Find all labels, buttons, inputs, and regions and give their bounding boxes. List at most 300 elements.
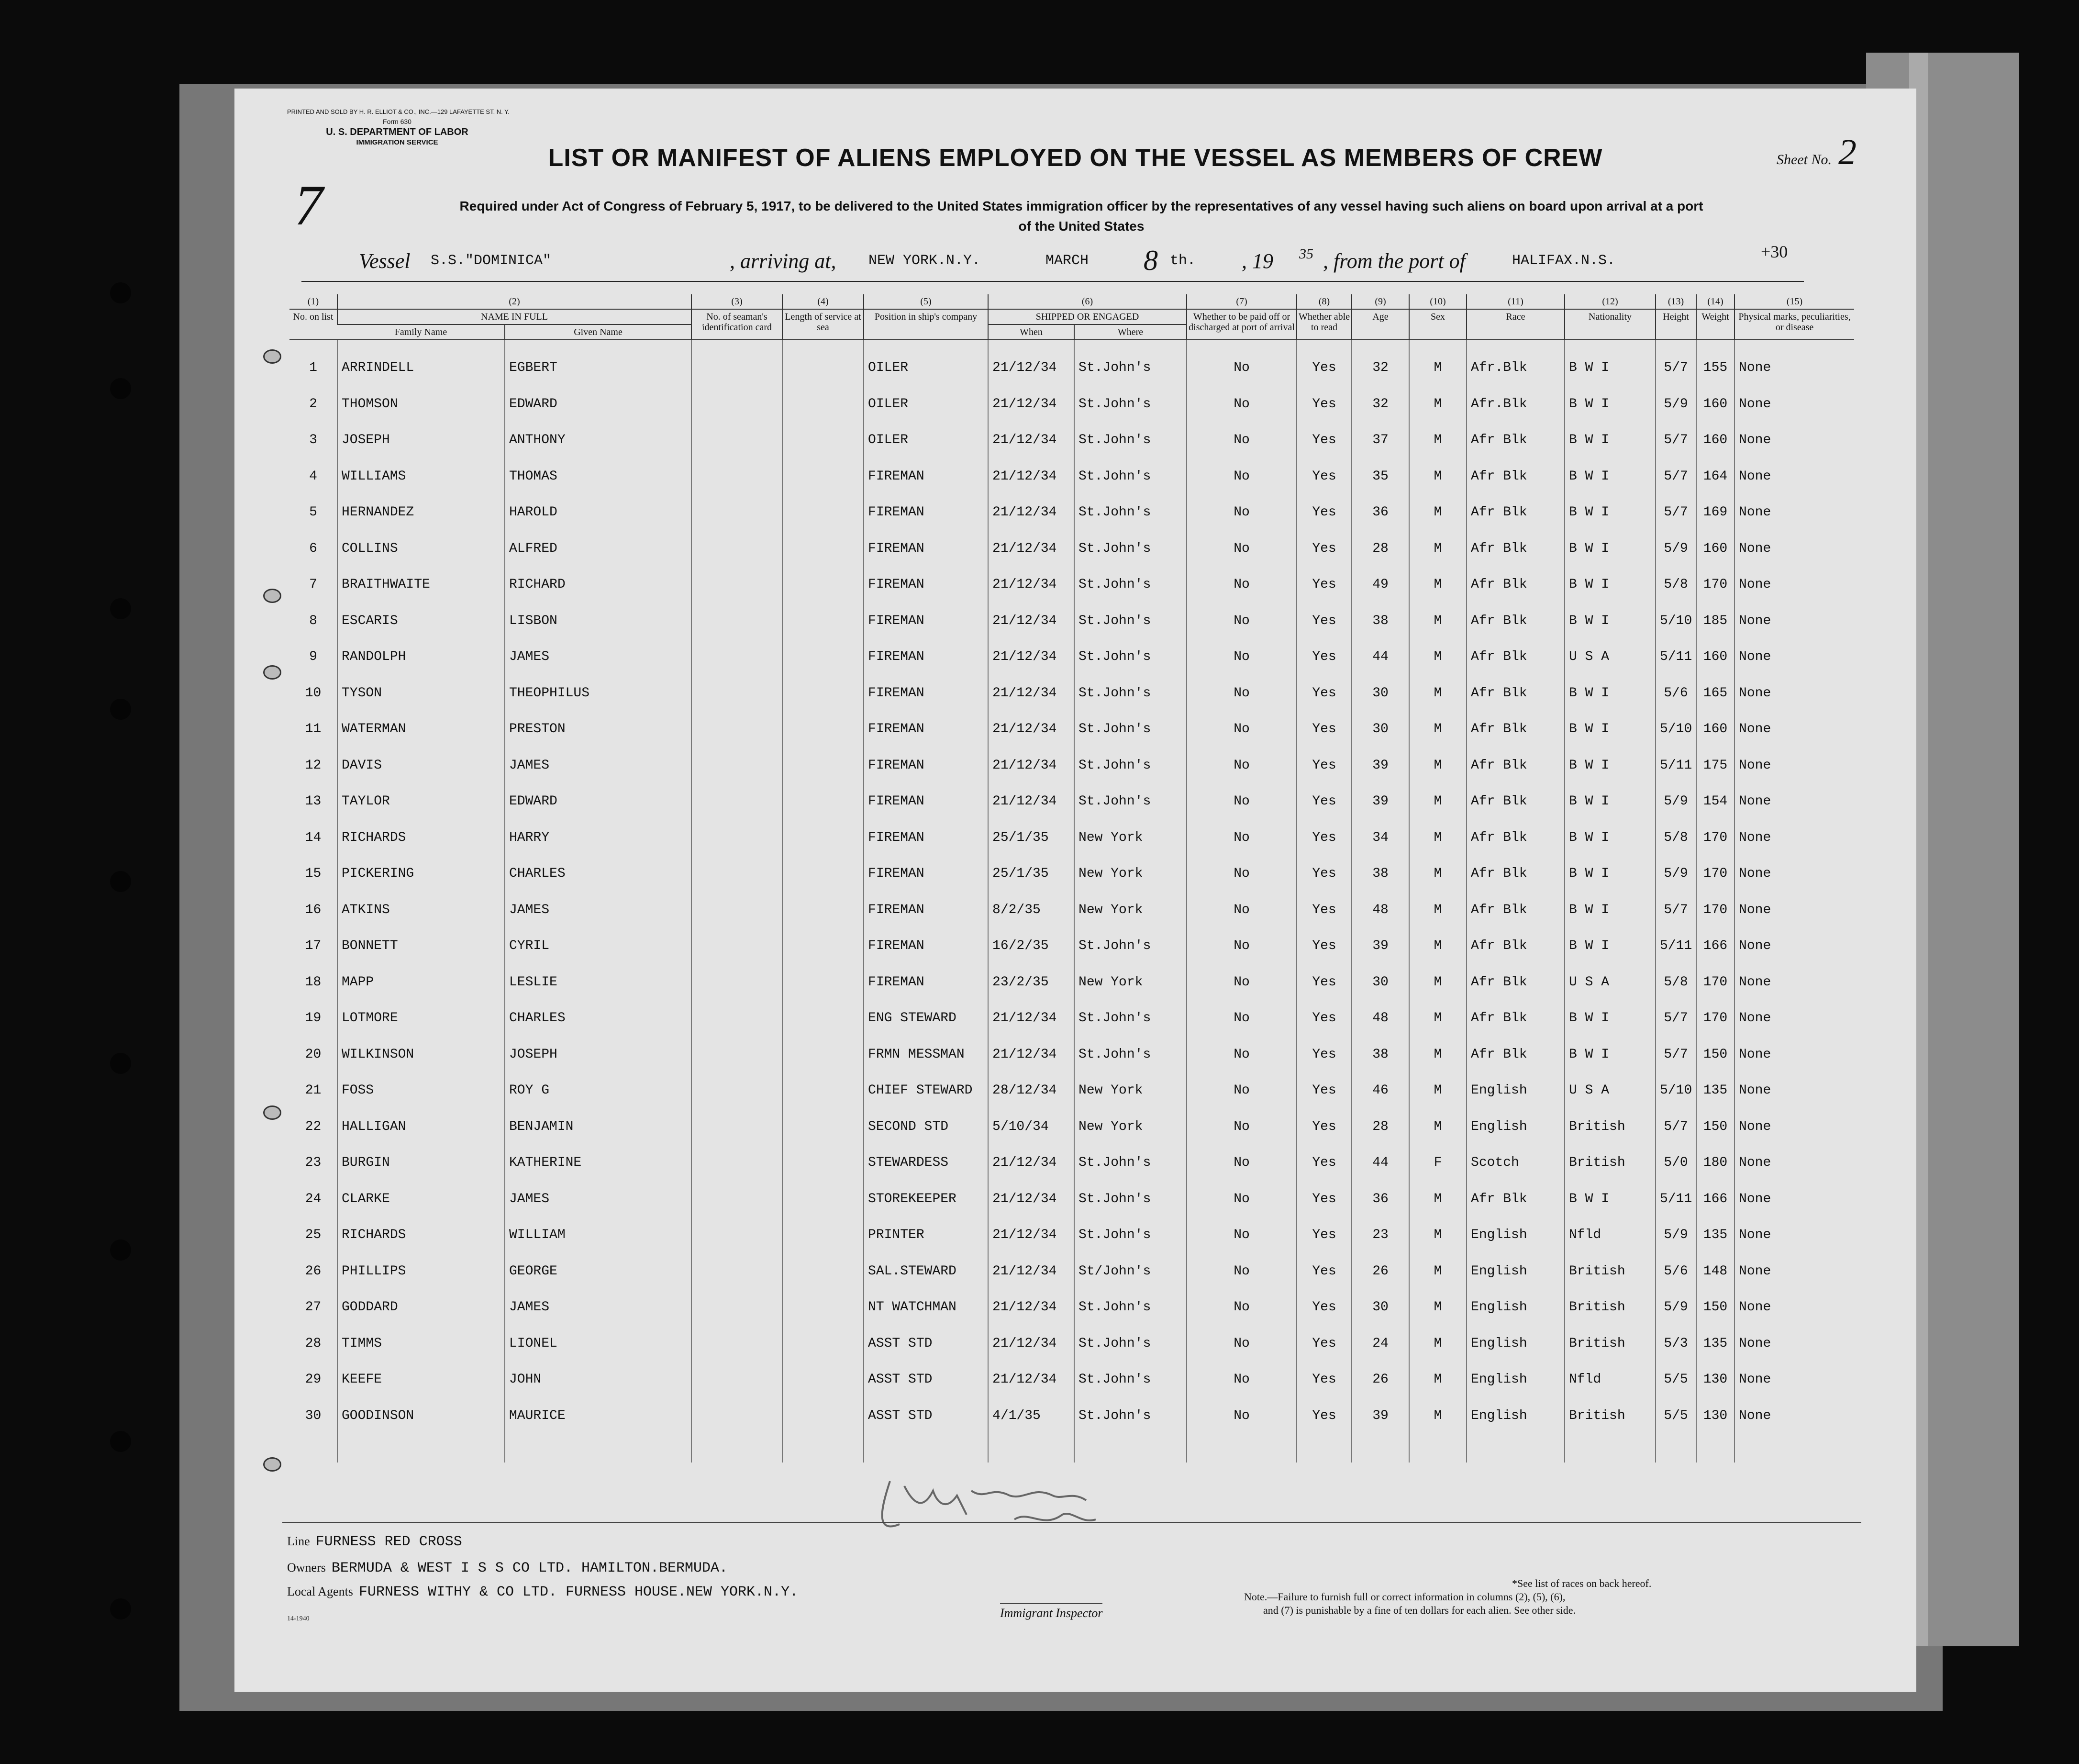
cell-height: 5/7 xyxy=(1656,892,1696,928)
cell-sex: M xyxy=(1409,1109,1467,1145)
cell-empty xyxy=(782,1217,864,1253)
cell-empty xyxy=(691,964,782,1001)
cell-nationality: British xyxy=(1565,1145,1656,1181)
cell-no: 6 xyxy=(309,541,317,556)
header-family-name: Family Name xyxy=(337,324,505,340)
cell-where: New York xyxy=(1074,964,1187,1001)
cell-height: 5/3 xyxy=(1656,1326,1696,1362)
table-row xyxy=(289,820,1854,856)
cell-family: CLARKE xyxy=(337,1181,505,1217)
cell-empty xyxy=(691,1072,782,1109)
table-row xyxy=(289,1362,1854,1398)
cell-paid: No xyxy=(1187,1398,1297,1434)
cell-position: OILER xyxy=(864,340,988,386)
cell-empty xyxy=(782,422,864,458)
punch-hole xyxy=(110,871,131,892)
reinforcement-ring xyxy=(263,665,281,680)
cell-weight: 160 xyxy=(1696,386,1734,423)
cell-family: ARRINDELL xyxy=(337,340,505,386)
table-row xyxy=(289,748,1854,784)
cell-empty xyxy=(782,386,864,423)
cell-race: Afr Blk xyxy=(1467,639,1565,675)
reinforcement-ring xyxy=(263,1105,281,1120)
cell-when: 21/12/34 xyxy=(988,1217,1074,1253)
cell-marks: None xyxy=(1734,892,1854,928)
cell-where: St.John's xyxy=(1074,711,1187,748)
agents-value: FURNESS WITHY & CO LTD. FURNESS HOUSE.NEW YORK.N.Y. xyxy=(358,1584,799,1600)
cell-position: ASST STD xyxy=(864,1326,988,1362)
cell-nationality: British xyxy=(1565,1398,1656,1434)
cell-empty xyxy=(1187,1434,1297,1463)
inspector-label: Immigrant Inspector xyxy=(1000,1603,1102,1620)
cell-empty xyxy=(691,422,782,458)
cell-weight: 170 xyxy=(1696,892,1734,928)
cell-marks: None xyxy=(1734,340,1854,386)
cell-empty xyxy=(691,675,782,712)
header-weight: Weight xyxy=(1696,309,1734,340)
line-value: FURNESS RED CROSS xyxy=(315,1534,462,1550)
cell-marks: None xyxy=(1734,675,1854,712)
cell-race: English xyxy=(1467,1326,1565,1362)
cell-nationality: British xyxy=(1565,1326,1656,1362)
cell-given: WILLIAM xyxy=(505,1217,691,1253)
cell-weight: 148 xyxy=(1696,1253,1734,1290)
table-row xyxy=(289,711,1854,748)
crew-table xyxy=(289,294,1854,1463)
cell-position: FIREMAN xyxy=(864,748,988,784)
cell-empty xyxy=(691,386,782,423)
reinforcement-ring xyxy=(263,349,281,364)
cell-empty xyxy=(691,1037,782,1073)
cell-age: 30 xyxy=(1352,964,1409,1001)
table-row xyxy=(289,1109,1854,1145)
cell-race: Afr Blk xyxy=(1467,458,1565,495)
cell-nationality: Nfld xyxy=(1565,1217,1656,1253)
cell-height: 5/9 xyxy=(1656,783,1696,820)
cell-race: Scotch xyxy=(1467,1145,1565,1181)
cell-family: TAYLOR xyxy=(337,783,505,820)
cell-position: FIREMAN xyxy=(864,711,988,748)
cell-height: 5/9 xyxy=(1656,856,1696,892)
cell-race: English xyxy=(1467,1289,1565,1326)
cell-read: Yes xyxy=(1297,783,1352,820)
cell-empty xyxy=(782,1289,864,1326)
cell-where: St.John's xyxy=(1074,1181,1187,1217)
cell-race: Afr Blk xyxy=(1467,1181,1565,1217)
cell-sex: M xyxy=(1409,1181,1467,1217)
cell-sex: M xyxy=(1409,603,1467,639)
cell-when: 21/12/34 xyxy=(988,567,1074,603)
cell-paid: No xyxy=(1187,340,1297,386)
table-row xyxy=(289,1326,1854,1362)
cell-empty xyxy=(691,892,782,928)
cell-marks: None xyxy=(1734,711,1854,748)
cell-marks: None xyxy=(1734,928,1854,964)
cell-marks: None xyxy=(1734,386,1854,423)
cell-age: 48 xyxy=(1352,892,1409,928)
cell-given: THEOPHILUS xyxy=(505,675,691,712)
cell-read: Yes xyxy=(1297,386,1352,423)
cell-paid: No xyxy=(1187,1326,1297,1362)
cell-read: Yes xyxy=(1297,856,1352,892)
cell-race: Afr Blk xyxy=(1467,748,1565,784)
cell-empty xyxy=(337,1434,505,1463)
header-no-on-list: No. on list xyxy=(289,309,337,340)
table-row xyxy=(289,892,1854,928)
cell-height: 5/0 xyxy=(1656,1145,1696,1181)
printer-imprint: PRINTED AND SOLD BY H. R. ELLIOT & CO., INC.—129 LAFAYETTE ST. N. Y. xyxy=(287,108,510,115)
cell-when: 21/12/34 xyxy=(988,1326,1074,1362)
table-row xyxy=(289,1217,1854,1253)
cell-weight: 169 xyxy=(1696,494,1734,531)
cell-race: Afr Blk xyxy=(1467,856,1565,892)
cell-where: St.John's xyxy=(1074,603,1187,639)
cell-sex: M xyxy=(1409,639,1467,675)
cell-race: English xyxy=(1467,1398,1565,1434)
cell-given: JAMES xyxy=(505,639,691,675)
vessel-underline xyxy=(301,281,1804,282)
cell-empty xyxy=(864,1434,988,1463)
cell-race: Afr Blk xyxy=(1467,820,1565,856)
table-row xyxy=(289,964,1854,1001)
cell-empty xyxy=(289,1434,337,1463)
cell-when: 25/1/35 xyxy=(988,820,1074,856)
column-headers-row xyxy=(289,309,1854,324)
cell-paid: No xyxy=(1187,1289,1297,1326)
cell-weight: 170 xyxy=(1696,820,1734,856)
cell-paid: No xyxy=(1187,639,1297,675)
cell-where: St.John's xyxy=(1074,1326,1187,1362)
cell-empty xyxy=(691,856,782,892)
table-row xyxy=(289,422,1854,458)
cell-where: New York xyxy=(1074,1072,1187,1109)
cell-position: SAL.STEWARD xyxy=(864,1253,988,1290)
cell-sex: M xyxy=(1409,1000,1467,1037)
cell-nationality: B W I xyxy=(1565,820,1656,856)
cell-position: FIREMAN xyxy=(864,783,988,820)
cell-race: Afr Blk xyxy=(1467,892,1565,928)
cell-where: New York xyxy=(1074,892,1187,928)
table-row xyxy=(289,675,1854,712)
cell-empty xyxy=(782,1398,864,1434)
owners-row: Owners BERMUDA & WEST I S S CO LTD. HAMILTON.BERMUDA. xyxy=(287,1560,728,1576)
cell-empty xyxy=(1467,1434,1565,1463)
punch-hole xyxy=(110,1431,131,1452)
cell-nationality: B W I xyxy=(1565,675,1656,712)
cell-nationality: B W I xyxy=(1565,494,1656,531)
cell-no: 1 xyxy=(309,360,317,376)
cell-when: 21/12/34 xyxy=(988,458,1074,495)
cell-read: Yes xyxy=(1297,1037,1352,1073)
cell-empty xyxy=(691,340,782,386)
cell-paid: No xyxy=(1187,675,1297,712)
cell-height: 5/6 xyxy=(1656,1253,1696,1290)
cell-height: 5/7 xyxy=(1656,1109,1696,1145)
cell-given: RICHARD xyxy=(505,567,691,603)
cell-nationality: B W I xyxy=(1565,1000,1656,1037)
cell-no: 3 xyxy=(309,433,317,448)
cell-given: LISBON xyxy=(505,603,691,639)
cell-empty xyxy=(782,964,864,1001)
cell-weight: 185 xyxy=(1696,603,1734,639)
cell-height: 5/11 xyxy=(1656,1181,1696,1217)
cell-given: BENJAMIN xyxy=(505,1109,691,1145)
cell-height: 5/10 xyxy=(1656,1072,1696,1109)
header-name-in-full: NAME IN FULL xyxy=(337,309,691,324)
cell-nationality: U S A xyxy=(1565,1072,1656,1109)
cell-family: WILKINSON xyxy=(337,1037,505,1073)
cell-race: Afr Blk xyxy=(1467,711,1565,748)
cell-age: 48 xyxy=(1352,1000,1409,1037)
blank-row xyxy=(289,1434,1854,1463)
arrival-port: NEW YORK.N.Y. xyxy=(868,253,981,269)
cell-age: 32 xyxy=(1352,340,1409,386)
cell-paid: No xyxy=(1187,1145,1297,1181)
cell-height: 5/8 xyxy=(1656,964,1696,1001)
cell-no: 14 xyxy=(305,830,322,845)
cell-no: 2 xyxy=(309,396,317,412)
cell-height: 5/7 xyxy=(1656,458,1696,495)
cell-empty xyxy=(691,567,782,603)
cell-marks: None xyxy=(1734,1362,1854,1398)
cell-empty xyxy=(691,1109,782,1145)
cell-family: ATKINS xyxy=(337,892,505,928)
cell-given: EDWARD xyxy=(505,783,691,820)
cell-paid: No xyxy=(1187,1037,1297,1073)
cell-position: STOREKEEPER xyxy=(864,1181,988,1217)
cell-position: FRMN MESSMAN xyxy=(864,1037,988,1073)
cell-age: 39 xyxy=(1352,1398,1409,1434)
cell-empty xyxy=(1565,1434,1656,1463)
cell-height: 5/8 xyxy=(1656,567,1696,603)
cell-age: 30 xyxy=(1352,1289,1409,1326)
cell-age: 46 xyxy=(1352,1072,1409,1109)
cell-race: Afr Blk xyxy=(1467,567,1565,603)
table-row xyxy=(289,783,1854,820)
cell-sex: M xyxy=(1409,892,1467,928)
cell-empty xyxy=(691,1398,782,1434)
cell-when: 21/12/34 xyxy=(988,1000,1074,1037)
cell-position: FIREMAN xyxy=(864,458,988,495)
cell-age: 38 xyxy=(1352,1037,1409,1073)
cell-given: JAMES xyxy=(505,1181,691,1217)
cell-when: 21/12/34 xyxy=(988,675,1074,712)
cell-no: 24 xyxy=(305,1191,322,1206)
cell-paid: No xyxy=(1187,1362,1297,1398)
cell-given: ALFRED xyxy=(505,531,691,567)
cell-empty xyxy=(782,892,864,928)
cell-empty xyxy=(691,639,782,675)
cell-weight: 150 xyxy=(1696,1037,1734,1073)
cell-nationality: U S A xyxy=(1565,639,1656,675)
cell-marks: None xyxy=(1734,1000,1854,1037)
cell-weight: 166 xyxy=(1696,1181,1734,1217)
cell-race: Afr Blk xyxy=(1467,422,1565,458)
cell-empty xyxy=(782,1000,864,1037)
sheet-number: Sheet No. 2 xyxy=(1777,132,1857,172)
cell-family: COLLINS xyxy=(337,531,505,567)
cell-no: 17 xyxy=(305,938,322,954)
cell-where: St/John's xyxy=(1074,1253,1187,1290)
cell-given: EDWARD xyxy=(505,386,691,423)
cell-position: FIREMAN xyxy=(864,639,988,675)
punch-hole xyxy=(110,598,131,619)
table-row xyxy=(289,1037,1854,1073)
cell-read: Yes xyxy=(1297,675,1352,712)
cell-family: MAPP xyxy=(337,964,505,1001)
cell-paid: No xyxy=(1187,386,1297,423)
cell-read: Yes xyxy=(1297,928,1352,964)
cell-sex: M xyxy=(1409,856,1467,892)
cell-paid: No xyxy=(1187,1000,1297,1037)
cell-position: SECOND STD xyxy=(864,1109,988,1145)
cell-given: THOMAS xyxy=(505,458,691,495)
cell-read: Yes xyxy=(1297,494,1352,531)
cell-nationality: B W I xyxy=(1565,458,1656,495)
cell-nationality: B W I xyxy=(1565,567,1656,603)
cell-age: 23 xyxy=(1352,1217,1409,1253)
agents-row: Local Agents FURNESS WITHY & CO LTD. FURNESS HOUSE.NEW YORK.N.Y. xyxy=(287,1584,799,1600)
department-header: Form 630 U. S. DEPARTMENT OF LABOR IMMIGRATION SERVICE xyxy=(326,118,468,146)
cell-age: 30 xyxy=(1352,711,1409,748)
table-row xyxy=(289,458,1854,495)
cell-height: 5/8 xyxy=(1656,820,1696,856)
cell-given: LESLIE xyxy=(505,964,691,1001)
cell-given: MAURICE xyxy=(505,1398,691,1434)
cell-no: 12 xyxy=(305,758,322,773)
cell-position: FIREMAN xyxy=(864,964,988,1001)
cell-weight: 170 xyxy=(1696,964,1734,1001)
cell-family: PICKERING xyxy=(337,856,505,892)
cell-when: 21/12/34 xyxy=(988,340,1074,386)
cell-paid: No xyxy=(1187,531,1297,567)
cell-no: 7 xyxy=(309,577,317,592)
cell-read: Yes xyxy=(1297,639,1352,675)
cell-read: Yes xyxy=(1297,1362,1352,1398)
cell-nationality: B W I xyxy=(1565,603,1656,639)
cell-paid: No xyxy=(1187,1217,1297,1253)
cell-empty xyxy=(782,783,864,820)
cell-position: FIREMAN xyxy=(864,494,988,531)
cell-empty xyxy=(691,1253,782,1290)
cell-where: New York xyxy=(1074,820,1187,856)
cell-family: TIMMS xyxy=(337,1326,505,1362)
cell-age: 35 xyxy=(1352,458,1409,495)
cell-nationality: Nfld xyxy=(1565,1362,1656,1398)
cell-family: WATERMAN xyxy=(337,711,505,748)
crew-rows xyxy=(289,340,1854,1463)
cell-height: 5/7 xyxy=(1656,1037,1696,1073)
cell-nationality: B W I xyxy=(1565,856,1656,892)
cell-read: Yes xyxy=(1297,1181,1352,1217)
cell-family: BRAITHWAITE xyxy=(337,567,505,603)
cell-age: 26 xyxy=(1352,1253,1409,1290)
cell-read: Yes xyxy=(1297,567,1352,603)
cell-where: St.John's xyxy=(1074,1217,1187,1253)
cell-empty xyxy=(691,458,782,495)
cell-empty xyxy=(691,1434,782,1463)
cell-sex: M xyxy=(1409,1398,1467,1434)
cell-position: FIREMAN xyxy=(864,567,988,603)
cell-marks: None xyxy=(1734,494,1854,531)
cell-weight: 130 xyxy=(1696,1398,1734,1434)
cell-sex: M xyxy=(1409,964,1467,1001)
cell-empty xyxy=(505,1434,691,1463)
cell-where: St.John's xyxy=(1074,1037,1187,1073)
cell-marks: None xyxy=(1734,639,1854,675)
cell-where: St.John's xyxy=(1074,340,1187,386)
cell-age: 28 xyxy=(1352,531,1409,567)
cell-family: HALLIGAN xyxy=(337,1109,505,1145)
cell-empty xyxy=(782,928,864,964)
cell-position: CHIEF STEWARD xyxy=(864,1072,988,1109)
cell-family: RICHARDS xyxy=(337,1217,505,1253)
cell-marks: None xyxy=(1734,1289,1854,1326)
cell-read: Yes xyxy=(1297,1145,1352,1181)
header-when: When xyxy=(988,324,1074,340)
manifest-sheet xyxy=(234,89,1916,1692)
cell-weight: 160 xyxy=(1696,639,1734,675)
cell-no: 26 xyxy=(305,1263,322,1279)
cell-empty xyxy=(782,820,864,856)
line-row: Line FURNESS RED CROSS xyxy=(287,1534,462,1550)
cell-sex: M xyxy=(1409,748,1467,784)
cell-position: FIREMAN xyxy=(864,856,988,892)
cell-height: 5/7 xyxy=(1656,1000,1696,1037)
cell-weight: 160 xyxy=(1696,531,1734,567)
table-row xyxy=(289,1000,1854,1037)
cell-empty xyxy=(691,603,782,639)
cell-no: 22 xyxy=(305,1119,322,1134)
punch-hole xyxy=(110,699,131,720)
cell-empty xyxy=(691,1000,782,1037)
cell-marks: None xyxy=(1734,964,1854,1001)
table-row xyxy=(289,1398,1854,1434)
cell-where: St.John's xyxy=(1074,1145,1187,1181)
cell-read: Yes xyxy=(1297,458,1352,495)
handwritten-total: +30 xyxy=(1761,242,1788,261)
cell-position: STEWARDESS xyxy=(864,1145,988,1181)
cell-marks: None xyxy=(1734,748,1854,784)
cell-paid: No xyxy=(1187,1181,1297,1217)
cell-height: 5/6 xyxy=(1656,675,1696,712)
cell-nationality: B W I xyxy=(1565,892,1656,928)
cell-position: ASST STD xyxy=(864,1362,988,1398)
cell-given: JAMES xyxy=(505,1289,691,1326)
header-physical-marks: Physical marks, peculiarities, or disease xyxy=(1734,309,1854,340)
cell-nationality: B W I xyxy=(1565,386,1656,423)
punch-hole xyxy=(110,1239,131,1261)
cell-empty xyxy=(988,1434,1074,1463)
cell-sex: M xyxy=(1409,1289,1467,1326)
cell-when: 21/12/34 xyxy=(988,639,1074,675)
cell-height: 5/5 xyxy=(1656,1398,1696,1434)
cell-family: LOTMORE xyxy=(337,1000,505,1037)
cell-no: 19 xyxy=(305,1011,322,1026)
cell-race: English xyxy=(1467,1109,1565,1145)
cell-empty xyxy=(782,711,864,748)
cell-given: EGBERT xyxy=(505,340,691,386)
cell-sex: M xyxy=(1409,531,1467,567)
cell-family: RICHARDS xyxy=(337,820,505,856)
cell-position: FIREMAN xyxy=(864,603,988,639)
cell-sex: M xyxy=(1409,1326,1467,1362)
cell-read: Yes xyxy=(1297,422,1352,458)
cell-no: 21 xyxy=(305,1083,322,1098)
cell-read: Yes xyxy=(1297,531,1352,567)
cell-empty xyxy=(691,1362,782,1398)
form-code: 14-1940 xyxy=(287,1615,310,1622)
